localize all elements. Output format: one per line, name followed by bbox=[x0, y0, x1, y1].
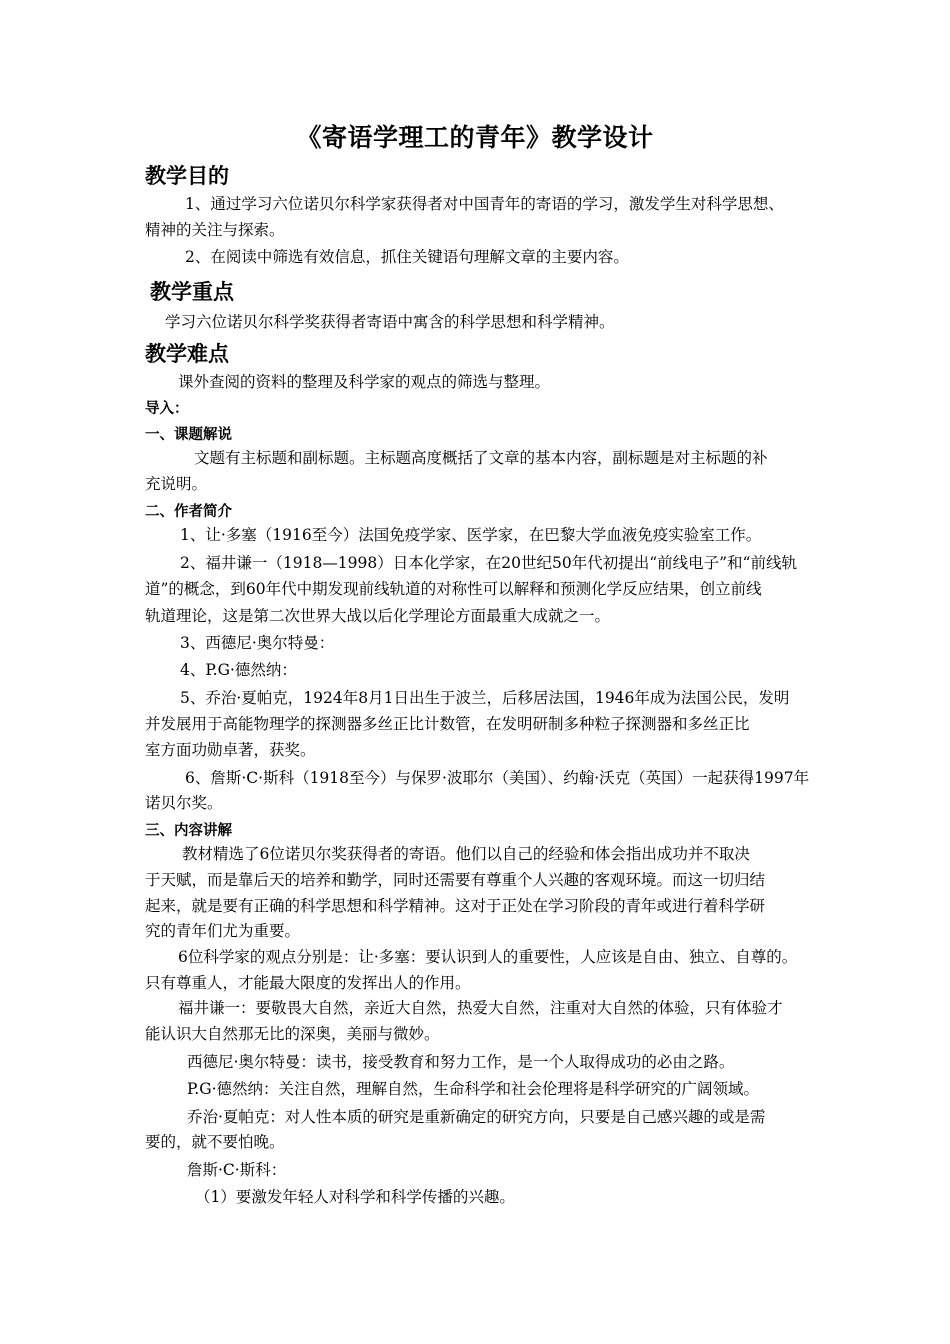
part2-line-11: 诺贝尔奖。 bbox=[145, 794, 223, 812]
focus-line-1: 学习六位诺贝尔科学奖获得者寄语中寓含的科学思想和科学精神。 bbox=[165, 313, 615, 331]
heading-teaching-focus: 教学重点 bbox=[150, 280, 234, 304]
part2-line-2: 2、福井谦一（1918—1998）日本化学家，在20世纪50年代初提出“前线电子”和“前线轨 bbox=[180, 554, 797, 572]
document-title: 《寄语学理工的青年》教学设计 bbox=[296, 123, 654, 152]
part1-line-2: 充说明。 bbox=[145, 475, 208, 493]
part3-line-2: 于天赋，而是靠后天的培养和勤学，同时还需要有尊重个人兴趣的客观环境。而这一切归结 bbox=[145, 871, 766, 889]
heading-part1: 一、课题解说 bbox=[145, 427, 232, 443]
part3-line-8: 能认识大自然那无比的深奥，美丽与微妙。 bbox=[145, 1025, 440, 1043]
part2-line-9: 室方面功勋卓著，获奖。 bbox=[145, 741, 316, 759]
heading-part3: 三、内容讲解 bbox=[145, 823, 232, 839]
goal-line-3: 2、在阅读中筛选有效信息，抓住关键语句理解文章的主要内容。 bbox=[185, 248, 629, 266]
part3-line-6: 只有尊重人，才能最大限度的发挥出人的作用。 bbox=[145, 974, 471, 992]
part3-line-3: 起来，就是要有正确的科学思想和科学精神。这对于正处在学习阶段的青年或进行着科学研 bbox=[145, 897, 766, 915]
part3-line-14: （1）要激发年轻人对科学和科学传播的兴趣。 bbox=[195, 1188, 515, 1206]
part2-line-5: 3、西德尼·奥尔特曼： bbox=[180, 634, 335, 652]
part2-line-10: 6、詹斯·C·斯科（1918至今）与保罗·波耶尔（美国）、约翰·沃克（英国）一起获得1997年 bbox=[185, 769, 810, 787]
part2-line-3: 道”的概念，到60年代中期发现前线轨道的对称性可以解释和预测化学反应结果，创立前线 bbox=[145, 580, 762, 598]
part3-line-7: 福井谦一：要敬畏大自然，亲近大自然，热爱大自然，注重对大自然的体验，只有体验才 bbox=[178, 999, 783, 1017]
part3-line-9: 西德尼·奥尔特曼：读书，接受教育和努力工作，是一个人取得成功的必由之路。 bbox=[187, 1053, 735, 1071]
part2-line-7: 5、乔治·夏帕克，1924年8月1日出生于波兰，后移居法国，1946年成为法国公民，发明 bbox=[180, 689, 790, 707]
goal-line-1: 1、通过学习六位诺贝尔科学家获得者对中国青年的寄语的学习，激发学生对科学思想、 bbox=[185, 195, 784, 213]
part2-line-6: 4、P.G·德然纳： bbox=[180, 661, 297, 679]
difficulty-line-1: 课外查阅的资料的整理及科学家的观点的筛选与整理。 bbox=[178, 373, 551, 391]
part2-line-8: 并发展用于高能物理学的探测器多丝正比计数管，在发明研制多种粒子探测器和多丝正比 bbox=[145, 715, 750, 733]
heading-teaching-difficulty: 教学难点 bbox=[145, 342, 229, 366]
part2-line-4: 轨道理论，这是第二次世界大战以后化学理论方面最重大成就之一。 bbox=[145, 607, 611, 625]
part3-line-11: 乔治·夏帕克：对人性本质的研究是重新确定的研究方向，只要是自己感兴趣的或是需 bbox=[187, 1108, 766, 1126]
heading-part2: 二、作者简介 bbox=[145, 504, 232, 520]
heading-intro: 导入： bbox=[145, 401, 189, 417]
part1-line-1: 文题有主标题和副标题。主标题高度概括了文章的基本内容，副标题是对主标题的补 bbox=[194, 449, 768, 467]
heading-teaching-goal: 教学目的 bbox=[145, 164, 229, 188]
part3-line-13: 詹斯·C·斯科： bbox=[187, 1161, 287, 1179]
goal-line-2: 精神的关注与探索。 bbox=[145, 221, 285, 239]
part3-line-4: 究的青年们尤为重要。 bbox=[145, 922, 301, 940]
part3-line-10: P.G·德然纳：关注自然，理解自然，生命科学和社会伦理将是科学研究的广阔领域。 bbox=[187, 1080, 760, 1098]
part3-line-1: 教材精选了6位诺贝尔奖获得者的寄语。他们以自己的经验和体会指出成功并不取决 bbox=[182, 845, 750, 863]
part3-line-5: 6位科学家的观点分别是：让·多塞：要认识到人的重要性，人应该是自由、独立、自尊的。 bbox=[178, 948, 798, 966]
part2-line-1: 1、让·多塞（1916至今）法国免疫学家、医学家，在巴黎大学血液免疫实验室工作。 bbox=[180, 526, 762, 544]
part3-line-12: 要的，就不要怕晚。 bbox=[145, 1133, 285, 1151]
